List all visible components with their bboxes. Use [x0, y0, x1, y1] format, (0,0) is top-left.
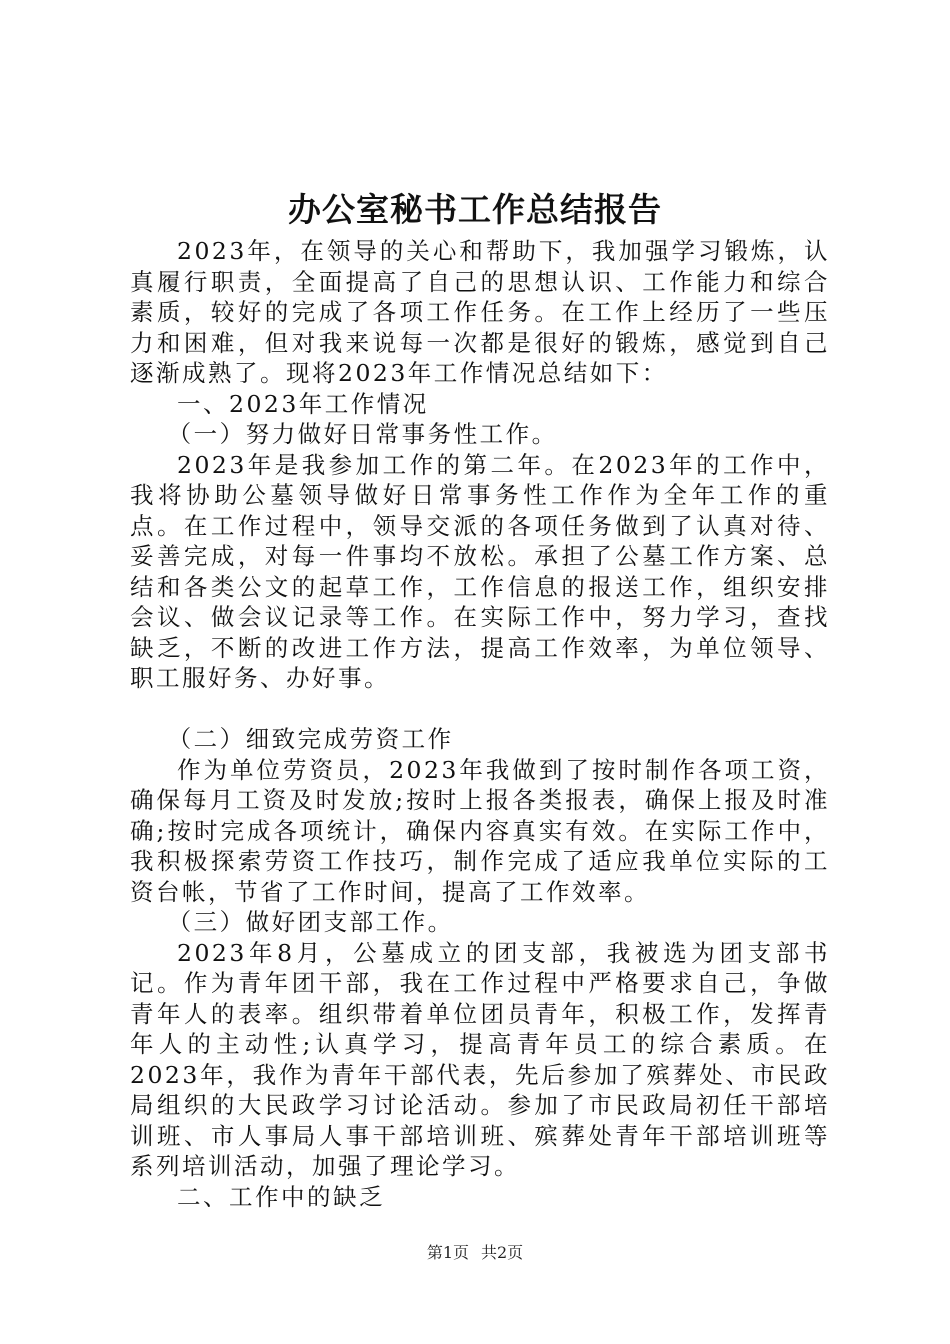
subsection-heading-3: （三）做好团支部工作。 [167, 908, 454, 936]
document-title: 办公室秘书工作总结报告 [288, 190, 662, 229]
paragraph-spacer [130, 694, 830, 725]
page-number: 第1页 [426, 1243, 469, 1262]
body-paragraph: 作为单位劳资员，2023年我做到了按时制作各项工资，确保每月工资及时发放;按时上报各类报表，确保上报及时准确;按时完成各项统计，确保内容真实有效。在实际工作中，我积极探索劳资工作技巧，制作完成了适应我单位实际的工资台帐，节省了工作时间，提高了工作效率。 [130, 755, 830, 906]
section-heading-2: 二、工作中的缺乏 [177, 1182, 385, 1211]
document-body [130, 236, 830, 1212]
page-footer [0, 1243, 950, 1263]
page-total: 共2页 [481, 1243, 524, 1262]
intro-paragraph: 2023年，在领导的关心和帮助下，我加强学习锻炼，认真履行职责，全面提高了自己的思想认识、工作能力和综合素质，较好的完成了各项工作任务。在工作上经历了一些压力和困难，但对我来说每一次都是很好的锻炼，感觉到自己逐渐成熟了。现将2023年工作情况总结如下： [130, 237, 830, 387]
body-paragraph: 2023年是我参加工作的第二年。在2023年的工作中，我将协助公墓领导做好日常事务性工作作为全年工作的重点。在工作过程中，领导交派的各项任务做到了认真对待、妥善完成，对每一件事均不放松。承担了公墓工作方案、总结和各类公文的起草工作，工作信息的报送工作，组织安排会议、做会议记录等工作。在实际工作中，努力学习，查找缺乏，不断的改进工作方法，提高工作效率，为单位领导、职工服好务、办好事。 [130, 450, 830, 692]
subsection-heading-2: （二）细致完成劳资工作 [167, 725, 454, 753]
section-heading-1: 一、2023年工作情况 [177, 389, 429, 418]
subsection-heading-1: （一）努力做好日常事务性工作。 [167, 420, 558, 448]
body-paragraph: 2023年8月，公墓成立的团支部，我被选为团支部书记。作为青年团干部，我在工作过程中严格要求自己，争做青年人的表率。组织带着单位团员青年，积极工作，发挥青年人的主动性;认真学习，提高青年员工的综合素质。在2023年，我作为青年干部代表，先后参加了殡葬处、市民政局组织的大民政学习讨论活动。参加了市民政局初任干部培训班、市人事局人事干部培训班、殡葬处青年干部培训班等系列培训活动，加强了理论学习。 [130, 938, 830, 1180]
